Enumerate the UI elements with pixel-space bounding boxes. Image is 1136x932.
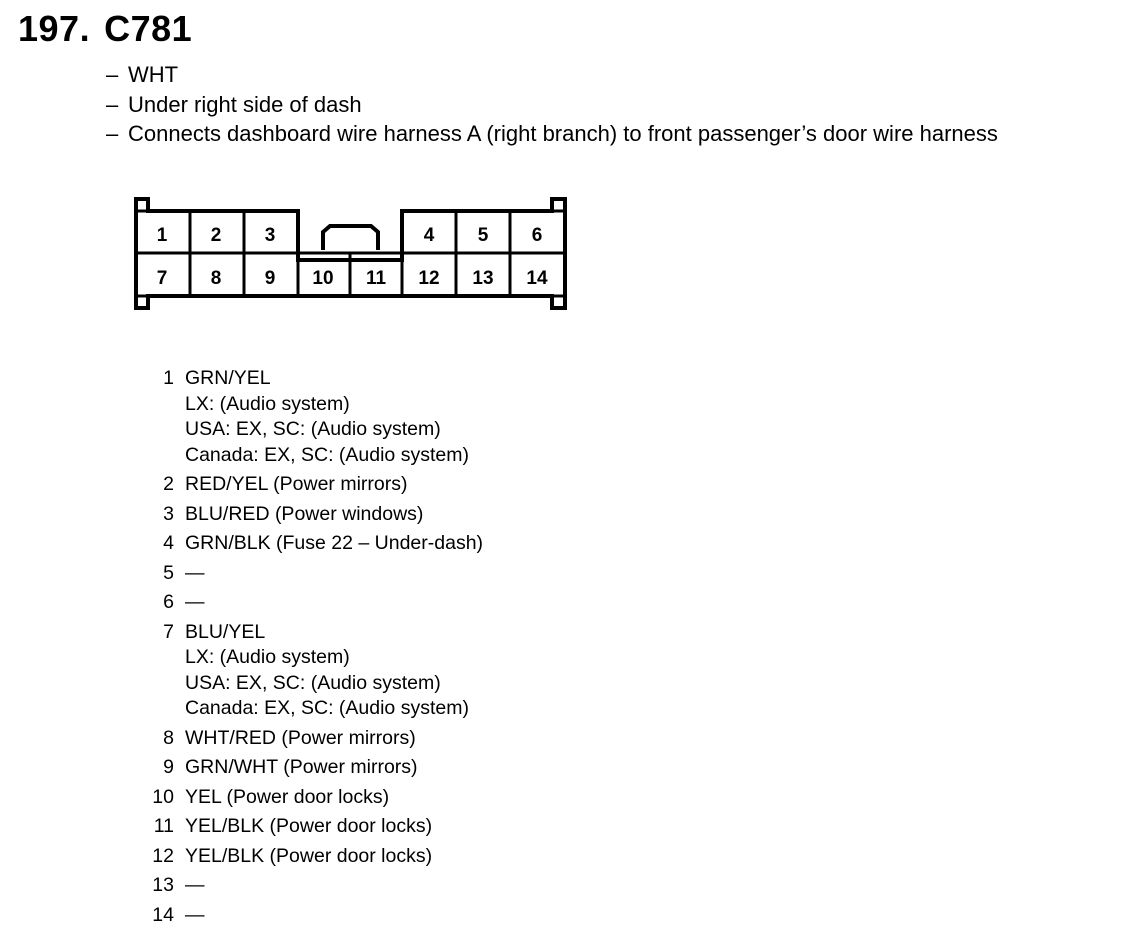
- pin-description: [185, 844, 432, 870]
- connector-lock-tab: [323, 226, 378, 250]
- bullet-dash: –: [106, 91, 119, 117]
- pin-description: [185, 785, 389, 811]
- pin-row: [140, 590, 483, 616]
- pin-description: [185, 561, 205, 587]
- pin-number: 5: [163, 561, 174, 584]
- cavity-number: 10: [312, 268, 334, 289]
- pin-description: [185, 472, 407, 498]
- cavity-number: 13: [472, 268, 494, 289]
- pin-number: 14: [152, 903, 174, 926]
- cavity-number: 14: [526, 268, 548, 289]
- pin-number: 3: [163, 502, 174, 525]
- pin-row: [140, 726, 483, 752]
- connector-face-diagram: [0, 0, 1136, 330]
- pin-row: [140, 472, 483, 498]
- pin-list: [140, 366, 483, 932]
- pin-number: 6: [163, 591, 174, 613]
- pin-number: 13: [152, 874, 174, 896]
- pin-line: BLU/YEL: [185, 620, 266, 643]
- pin-row: [140, 844, 483, 870]
- pin-row: [140, 755, 483, 781]
- pin-row: [140, 814, 483, 840]
- pin-number: 12: [152, 844, 174, 867]
- pin-description: [185, 590, 205, 616]
- connector-number: 197.: [18, 8, 91, 49]
- cavity-number: 12: [418, 268, 440, 289]
- pin-line: GRN/YEL: [185, 367, 271, 389]
- connector-id: C781: [104, 8, 193, 49]
- pin-row: [140, 903, 483, 929]
- pin-line: —: [185, 591, 205, 613]
- pin-description: [185, 755, 418, 781]
- bullet-dash: –: [106, 121, 119, 146]
- detail-text: WHT: [128, 62, 179, 87]
- cavity-number: 8: [210, 268, 222, 289]
- pin-number: 8: [163, 726, 174, 749]
- pin-description: [185, 620, 469, 722]
- pin-number: 10: [152, 785, 174, 808]
- pin-row: [140, 366, 483, 468]
- pin-row: [140, 561, 483, 587]
- pin-line: WHT/RED (Power mirrors): [185, 726, 416, 749]
- cavity-number: 9: [264, 268, 276, 289]
- pin-row: [140, 620, 483, 722]
- pin-number: 11: [153, 815, 174, 837]
- pin-description: [185, 726, 416, 752]
- cavity-number: 6: [531, 225, 543, 246]
- pin-line: —: [185, 874, 205, 896]
- pin-row: [140, 873, 483, 899]
- cavity-number: 4: [423, 225, 435, 246]
- cavity-number: 5: [477, 225, 489, 246]
- pin-number: 7: [163, 620, 174, 643]
- pin-row: [140, 502, 483, 528]
- detail-text: Connects dashboard wire harness A (right branch) to front passenger’s door wire harness: [128, 121, 998, 146]
- pin-line: —: [185, 903, 205, 926]
- pin-line: GRN/BLK (Fuse 22 – Under-dash): [185, 532, 484, 554]
- pin-number: 4: [163, 532, 174, 554]
- pin-line: —: [185, 561, 205, 584]
- pin-line: LX: (Audio system): [185, 392, 350, 415]
- detail-text: Under right side of dash: [128, 91, 362, 117]
- cavity-number: 7: [156, 268, 168, 289]
- pin-line: YEL (Power door locks): [185, 785, 390, 808]
- cavity-number: 3: [264, 225, 276, 246]
- pin-line: BLU/RED (Power windows): [185, 502, 424, 525]
- pin-description: [185, 903, 205, 929]
- pin-description: [185, 502, 423, 528]
- pin-number: 9: [163, 756, 174, 778]
- pin-line: YEL/BLK (Power door locks): [185, 844, 433, 867]
- pin-line: USA: EX, SC: (Audio system): [185, 671, 441, 694]
- pin-number: 2: [163, 473, 174, 495]
- pin-number: 1: [163, 367, 174, 389]
- bullet-dash: –: [106, 62, 119, 87]
- cavity-number: 11: [365, 268, 387, 289]
- pin-line: YEL/BLK (Power door locks): [185, 815, 433, 837]
- pin-description: [185, 873, 205, 899]
- cavity-number: 1: [156, 225, 168, 246]
- pin-row: [140, 531, 483, 557]
- pin-line: Canada: EX, SC: (Audio system): [185, 697, 469, 719]
- pin-line: Canada: EX, SC: (Audio system): [185, 443, 469, 466]
- pin-line: RED/YEL (Power mirrors): [185, 473, 408, 495]
- cavity-number: 2: [210, 225, 222, 246]
- pin-line: USA: EX, SC: (Audio system): [185, 418, 441, 440]
- pin-row: [140, 785, 483, 811]
- pin-line: LX: (Audio system): [185, 646, 350, 668]
- pin-description: [185, 531, 483, 557]
- pin-description: [185, 366, 469, 468]
- pin-description: [185, 814, 432, 840]
- pin-line: GRN/WHT (Power mirrors): [185, 756, 418, 778]
